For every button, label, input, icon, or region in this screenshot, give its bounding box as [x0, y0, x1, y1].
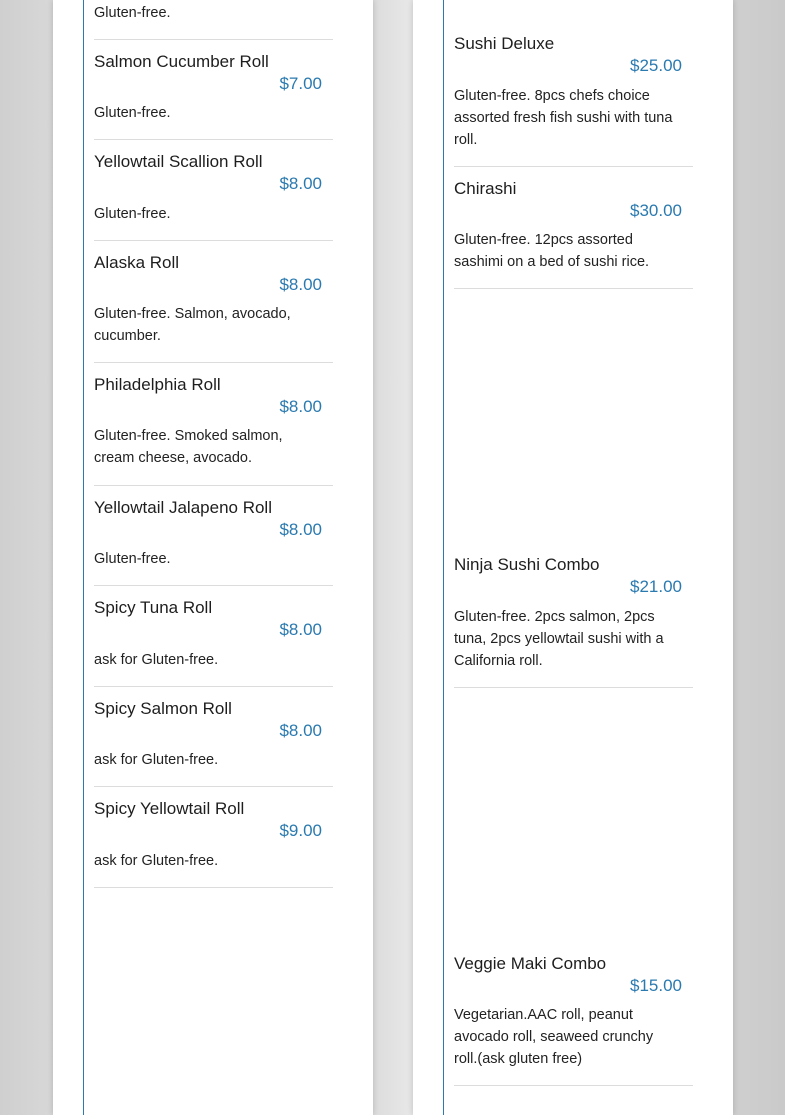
menu-item-description: Gluten-free.	[94, 551, 171, 567]
menu-item[interactable]	[454, 954, 693, 1086]
menu-item[interactable]	[94, 152, 333, 241]
menu-rail	[443, 0, 444, 1115]
menu-item-description: ask for Gluten-free.	[94, 853, 219, 869]
menu-rail	[83, 0, 84, 1115]
menu-item-name: Alaska Roll	[94, 253, 180, 272]
menu-item-description: ask for Gluten-free.	[94, 752, 219, 768]
menu-item[interactable]	[454, 555, 693, 688]
menu-item-description: Gluten-free.	[94, 5, 171, 21]
menu-item-price: $25.00	[630, 56, 682, 75]
menu-item-price: $8.00	[279, 275, 322, 294]
menu-item-price: $21.00	[630, 577, 682, 596]
menu-item-name: Yellowtail Scallion Roll	[94, 152, 263, 171]
menu-item[interactable]	[94, 498, 333, 586]
menu-item-price: $15.00	[630, 976, 682, 995]
menu-item-name: Sushi Deluxe	[454, 34, 555, 53]
menu-item[interactable]	[454, 34, 693, 167]
menu-item[interactable]	[94, 52, 333, 140]
menu-item-price: $8.00	[279, 620, 322, 639]
menu-item-name: Chirashi	[454, 179, 517, 198]
menu-item[interactable]	[454, 179, 693, 289]
menu-item-description: Gluten-free. 12pcs assorted sashimi on a bed of sushi rice.	[454, 232, 650, 270]
menu-item-price: $30.00	[630, 201, 682, 220]
menu-item-name: Spicy Yellowtail Roll	[94, 799, 245, 818]
menu-item-price: $7.00	[279, 74, 322, 93]
menu-item-name: Spicy Salmon Roll	[94, 699, 232, 718]
menu-item-description: ask for Gluten-free.	[94, 652, 219, 668]
menu-item-price: $8.00	[279, 174, 322, 193]
menu-item-description: Gluten-free. 2pcs salmon, 2pcs tuna, 2pcs yellowtail sushi with a California roll.	[454, 609, 664, 669]
menu-item-description: Gluten-free.	[94, 105, 171, 121]
menu-item-name: Spicy Tuna Roll	[94, 598, 213, 617]
menu-item[interactable]	[94, 253, 333, 363]
menu-item[interactable]	[94, 375, 333, 486]
menu-item-description: Gluten-free. Salmon, avocado, cucumber.	[94, 306, 291, 344]
menu-item-price: $8.00	[279, 721, 322, 740]
menu-item-name: Yellowtail Jalapeno Roll	[94, 498, 272, 517]
menu-card-right	[413, 0, 733, 1115]
menu-item[interactable]	[94, 699, 333, 787]
menu-item-description: Gluten-free.	[94, 206, 171, 222]
menu-item-price: $8.00	[279, 397, 322, 416]
menu-item-name: Veggie Maki Combo	[454, 954, 607, 973]
menu-item-description: Gluten-free. 8pcs chefs choice assorted fresh fish sushi with tuna roll.	[454, 88, 673, 148]
menu-item-price: $8.00	[279, 520, 322, 539]
menu-item-description: Gluten-free. Smoked salmon, cream cheese, avocado.	[94, 428, 283, 466]
menu-item-description: Vegetarian.AAC roll, peanut avocado roll, seaweed crunchy roll.(ask gluten free)	[454, 1007, 654, 1067]
menu-item[interactable]	[94, 598, 333, 687]
menu-item-name: Philadelphia Roll	[94, 375, 221, 394]
menu-item-name: Ninja Sushi Combo	[454, 555, 600, 574]
menu-item[interactable]	[94, 799, 333, 888]
menu-item	[94, 0, 333, 40]
menu-item-price: $9.00	[279, 821, 322, 840]
menu-card-left	[53, 0, 373, 1115]
menu-item-name: Salmon Cucumber Roll	[94, 52, 269, 71]
